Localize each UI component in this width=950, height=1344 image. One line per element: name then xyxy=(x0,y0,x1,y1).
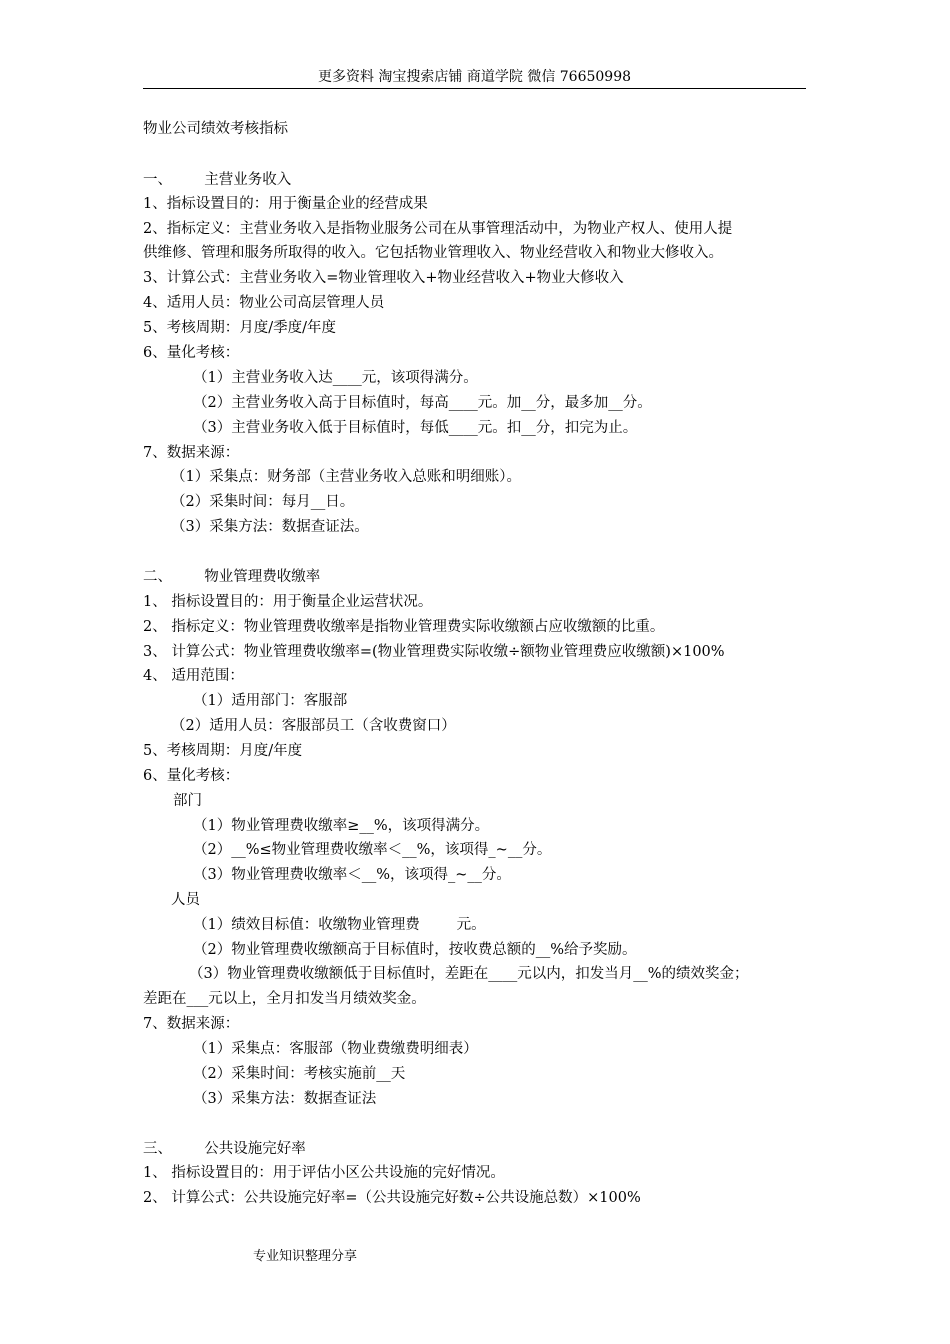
subheading-department: 部门 xyxy=(173,793,202,809)
text-line: 4、 适用范围： xyxy=(143,668,244,684)
text-line: （1）绩效目标值：收缴物业管理费 元。 xyxy=(193,917,486,933)
text-line: （2）主营业务收入高于目标值时，每高____元。加__分，最多加__分。 xyxy=(193,395,652,411)
text-line: （3）主营业务收入低于目标值时，每低____元。扣__分，扣完为止。 xyxy=(193,420,638,436)
text-line: （1）采集点：财务部（主营业务收入总账和明细账）。 xyxy=(171,469,521,485)
text-line: 7、数据来源： xyxy=(143,1016,240,1032)
text-line: 4、适用人员：物业公司高层管理人员 xyxy=(143,295,385,311)
text-line: （2）物业管理费收缴额高于目标值时，按收费总额的__%给予奖励。 xyxy=(193,942,637,958)
text-line: （1）主营业务收入达____元，该项得满分。 xyxy=(193,370,478,386)
text-line: 5、考核周期：月度/年度 xyxy=(143,743,303,759)
text-line: 1、指标设置目的：用于衡量企业的经营成果 xyxy=(143,196,428,212)
text-line: 1、 指标设置目的：用于衡量企业运营状况。 xyxy=(143,594,433,610)
text-line: 2、指标定义：主营业务收入是指物业服务公司在从事管理活动中，为物业产权人、使用人提 xyxy=(143,221,733,237)
text-line: 2、 指标定义：物业管理费收缴率是指物业管理费实际收缴额占应收缴额的比重。 xyxy=(143,619,665,635)
text-line: 供维修、管理和服务所取得的收入。它包括物业管理收入、物业经营收入和物业大修收入。 xyxy=(143,245,723,261)
text-line: 差距在___元以上，全月扣发当月绩效奖金。 xyxy=(143,991,426,1007)
text-line: 1、 指标设置目的：用于评估小区公共设施的完好情况。 xyxy=(143,1165,505,1181)
text-line: （2）适用人员：客服部员工（含收费窗口） xyxy=(171,718,456,734)
text-line: 6、量化考核： xyxy=(143,345,240,361)
document-title: 物业公司绩效考核指标 xyxy=(143,121,288,137)
text-line: 3、 计算公式：物业管理费收缴率=(物业管理费实际收缴÷额物业管理费应收缴额)×100% xyxy=(143,644,725,660)
text-line: （3）物业管理费收缴额低于目标值时，差距在____元以内，扣发当月__%的绩效奖金； xyxy=(189,966,749,982)
section-heading-1: 一、 主营业务收入 xyxy=(143,172,292,188)
subheading-personnel: 人员 xyxy=(171,892,200,908)
section-heading-3: 三、 公共设施完好率 xyxy=(143,1141,306,1157)
page-footer: 专业知识整理分享 xyxy=(253,1249,358,1264)
text-line: （1）适用部门：客服部 xyxy=(193,693,348,709)
text-line: 3、计算公式：主营业务收入=物业管理收入+物业经营收入+物业大修收入 xyxy=(143,270,624,286)
text-line: （3）物业管理费收缴率＜__%，该项得_~__分。 xyxy=(193,867,511,883)
text-line: （2）采集时间：每月__日。 xyxy=(171,494,355,510)
text-line: （2）__%≤物业管理费收缴率＜__%，该项得_~__分。 xyxy=(193,842,552,858)
section-heading-2: 二、 物业管理费收缴率 xyxy=(143,569,321,585)
text-line: 6、量化考核： xyxy=(143,768,240,784)
text-line: （2）采集时间：考核实施前__天 xyxy=(193,1066,406,1082)
text-line: 5、考核周期：月度/季度/年度 xyxy=(143,320,336,336)
text-line: （1）采集点：客服部（物业费缴费明细表） xyxy=(193,1041,478,1057)
page-header: 更多资料 淘宝搜索店铺 商道学院 微信 76650998 xyxy=(143,66,806,89)
text-line: 7、数据来源： xyxy=(143,445,240,461)
text-line: （1）物业管理费收缴率≥__%，该项得满分。 xyxy=(193,818,490,834)
text-line: 2、 计算公式：公共设施完好率=（公共设施完好数÷公共设施总数）×100% xyxy=(143,1190,641,1206)
text-line: （3）采集方法：数据查证法。 xyxy=(171,519,369,535)
text-line: （3）采集方法：数据查证法 xyxy=(193,1091,377,1107)
